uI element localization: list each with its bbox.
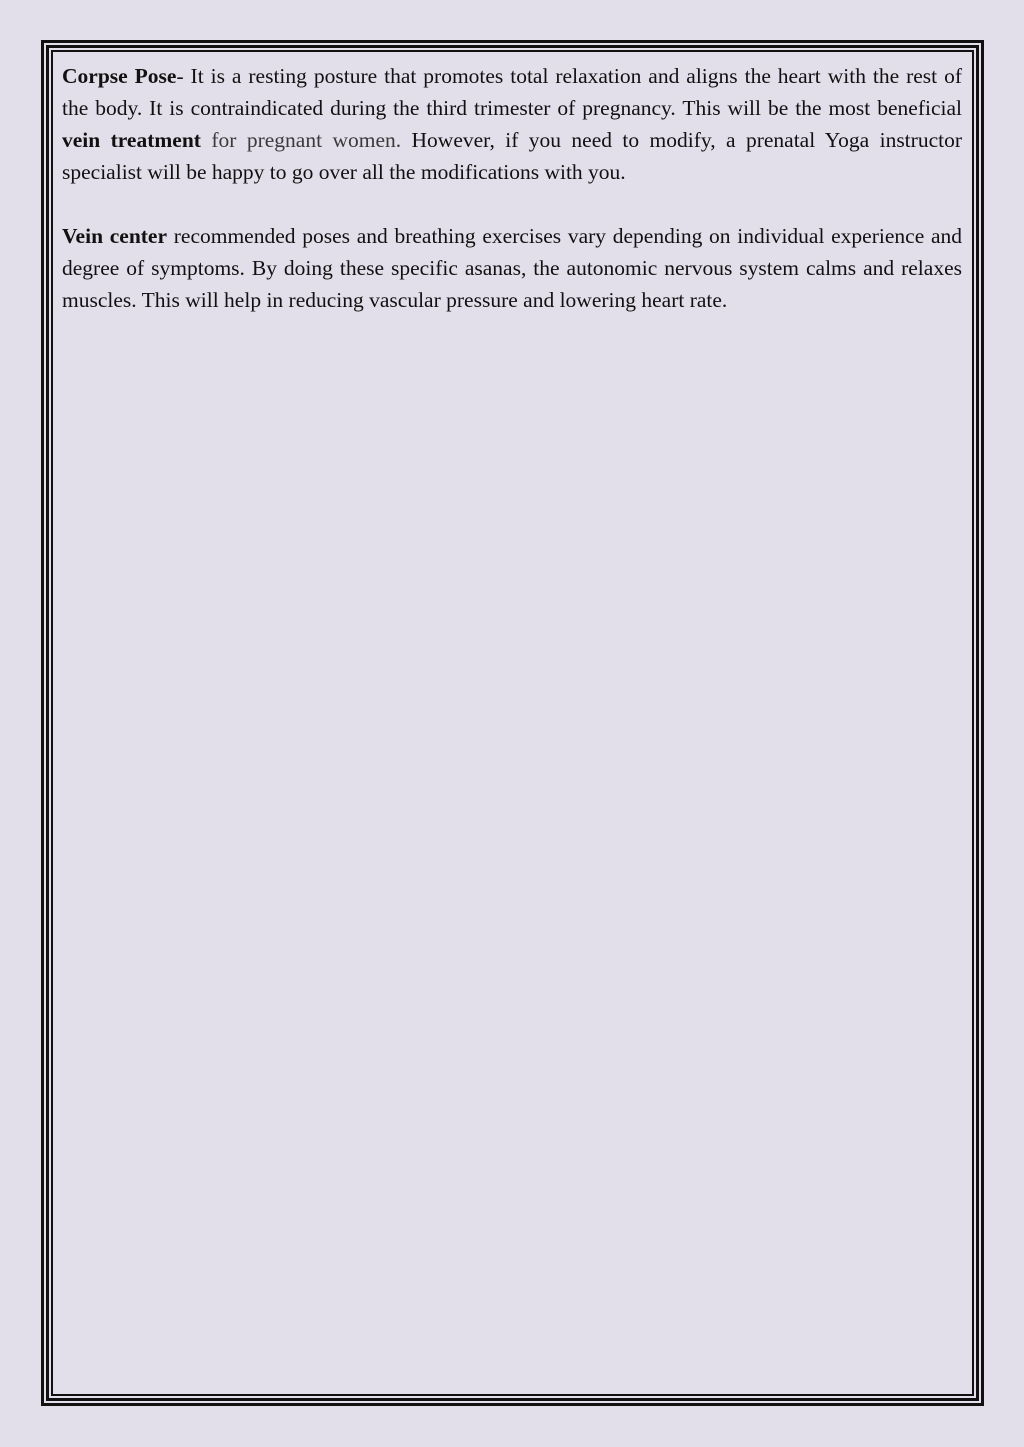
term-vein-treatment: vein treatment (62, 128, 201, 152)
paragraph-text: However, if you need to modify, a prenatal Yoga instructor specialist will be happy to go over all the modifications with you. (62, 128, 962, 184)
paragraph-vein-center (62, 220, 962, 316)
paragraph-text: - It is a resting posture that promotes total relaxation and aligns the heart with the rest of the body. It is contraindicated during the third trimester of pregnancy. This will be the most beneficial (62, 64, 962, 120)
vein-treatment-tail: for pregnant women. (200, 128, 402, 152)
term-vein-center: Vein center (62, 224, 168, 248)
term-corpse-pose: Corpse Pose (62, 64, 177, 88)
paragraph-text: recommended poses and breathing exercises vary depending on individual experience and degree of symptoms. By doing these specific asanas, the autonomic nervous system calms and relaxes muscles. This will help in reducing vascular pressure and lowering heart rate. (62, 224, 962, 312)
paragraph-corpse-pose (62, 60, 962, 188)
document-body (62, 60, 962, 348)
